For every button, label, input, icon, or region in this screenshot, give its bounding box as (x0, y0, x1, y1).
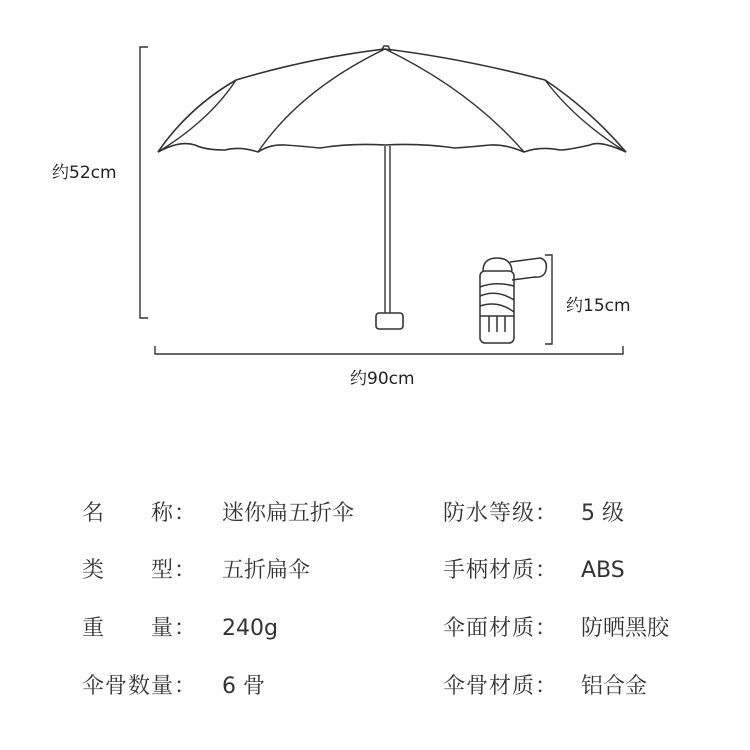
width-dimension-bracket (155, 346, 623, 354)
folded-length-label: 约15cm (566, 296, 631, 316)
spec-value-weight: 240g (222, 616, 278, 641)
height-dimension-bracket (140, 47, 148, 318)
spec-label-handle-material: 手柄材质： (443, 558, 559, 583)
umbrella-canopy-outline (158, 49, 626, 152)
spec-value-canopy-material: 防晒黑胶 (581, 616, 670, 641)
spec-value-name: 迷你扁五折伞 (222, 501, 355, 526)
spec-label-canopy-material: 伞面材质： (443, 616, 559, 641)
spec-label-rib-material: 伞骨材质： (443, 674, 559, 699)
spec-label-name: 名 称： (82, 501, 198, 526)
umbrella-rib-left-outer (158, 80, 236, 152)
spec-value-handle-material: ABS (581, 558, 625, 583)
spec-label-type: 类 型： (82, 558, 198, 583)
spec-value-waterproof: 5 级 (581, 501, 624, 526)
height-dimension-label: 约52cm (52, 163, 117, 183)
width-dimension-label: 约90cm (350, 369, 415, 389)
folded-umbrella (480, 258, 546, 343)
spec-label-rib-count: 伞骨数量： (82, 674, 198, 699)
umbrella-handle (376, 313, 403, 329)
umbrella-rib-right-outer (545, 80, 626, 152)
spec-value-type: 五折扁伞 (222, 558, 311, 583)
spec-value-rib-material: 铝合金 (581, 674, 648, 699)
umbrella-rib-right-inner (385, 49, 524, 152)
spec-label-weight: 重 量： (82, 616, 198, 641)
spec-table (0, 480, 750, 720)
umbrella-rib-left-inner (258, 49, 385, 152)
spec-label-waterproof: 防水等级： (443, 501, 559, 526)
spec-value-rib-count: 6 骨 (222, 674, 265, 699)
